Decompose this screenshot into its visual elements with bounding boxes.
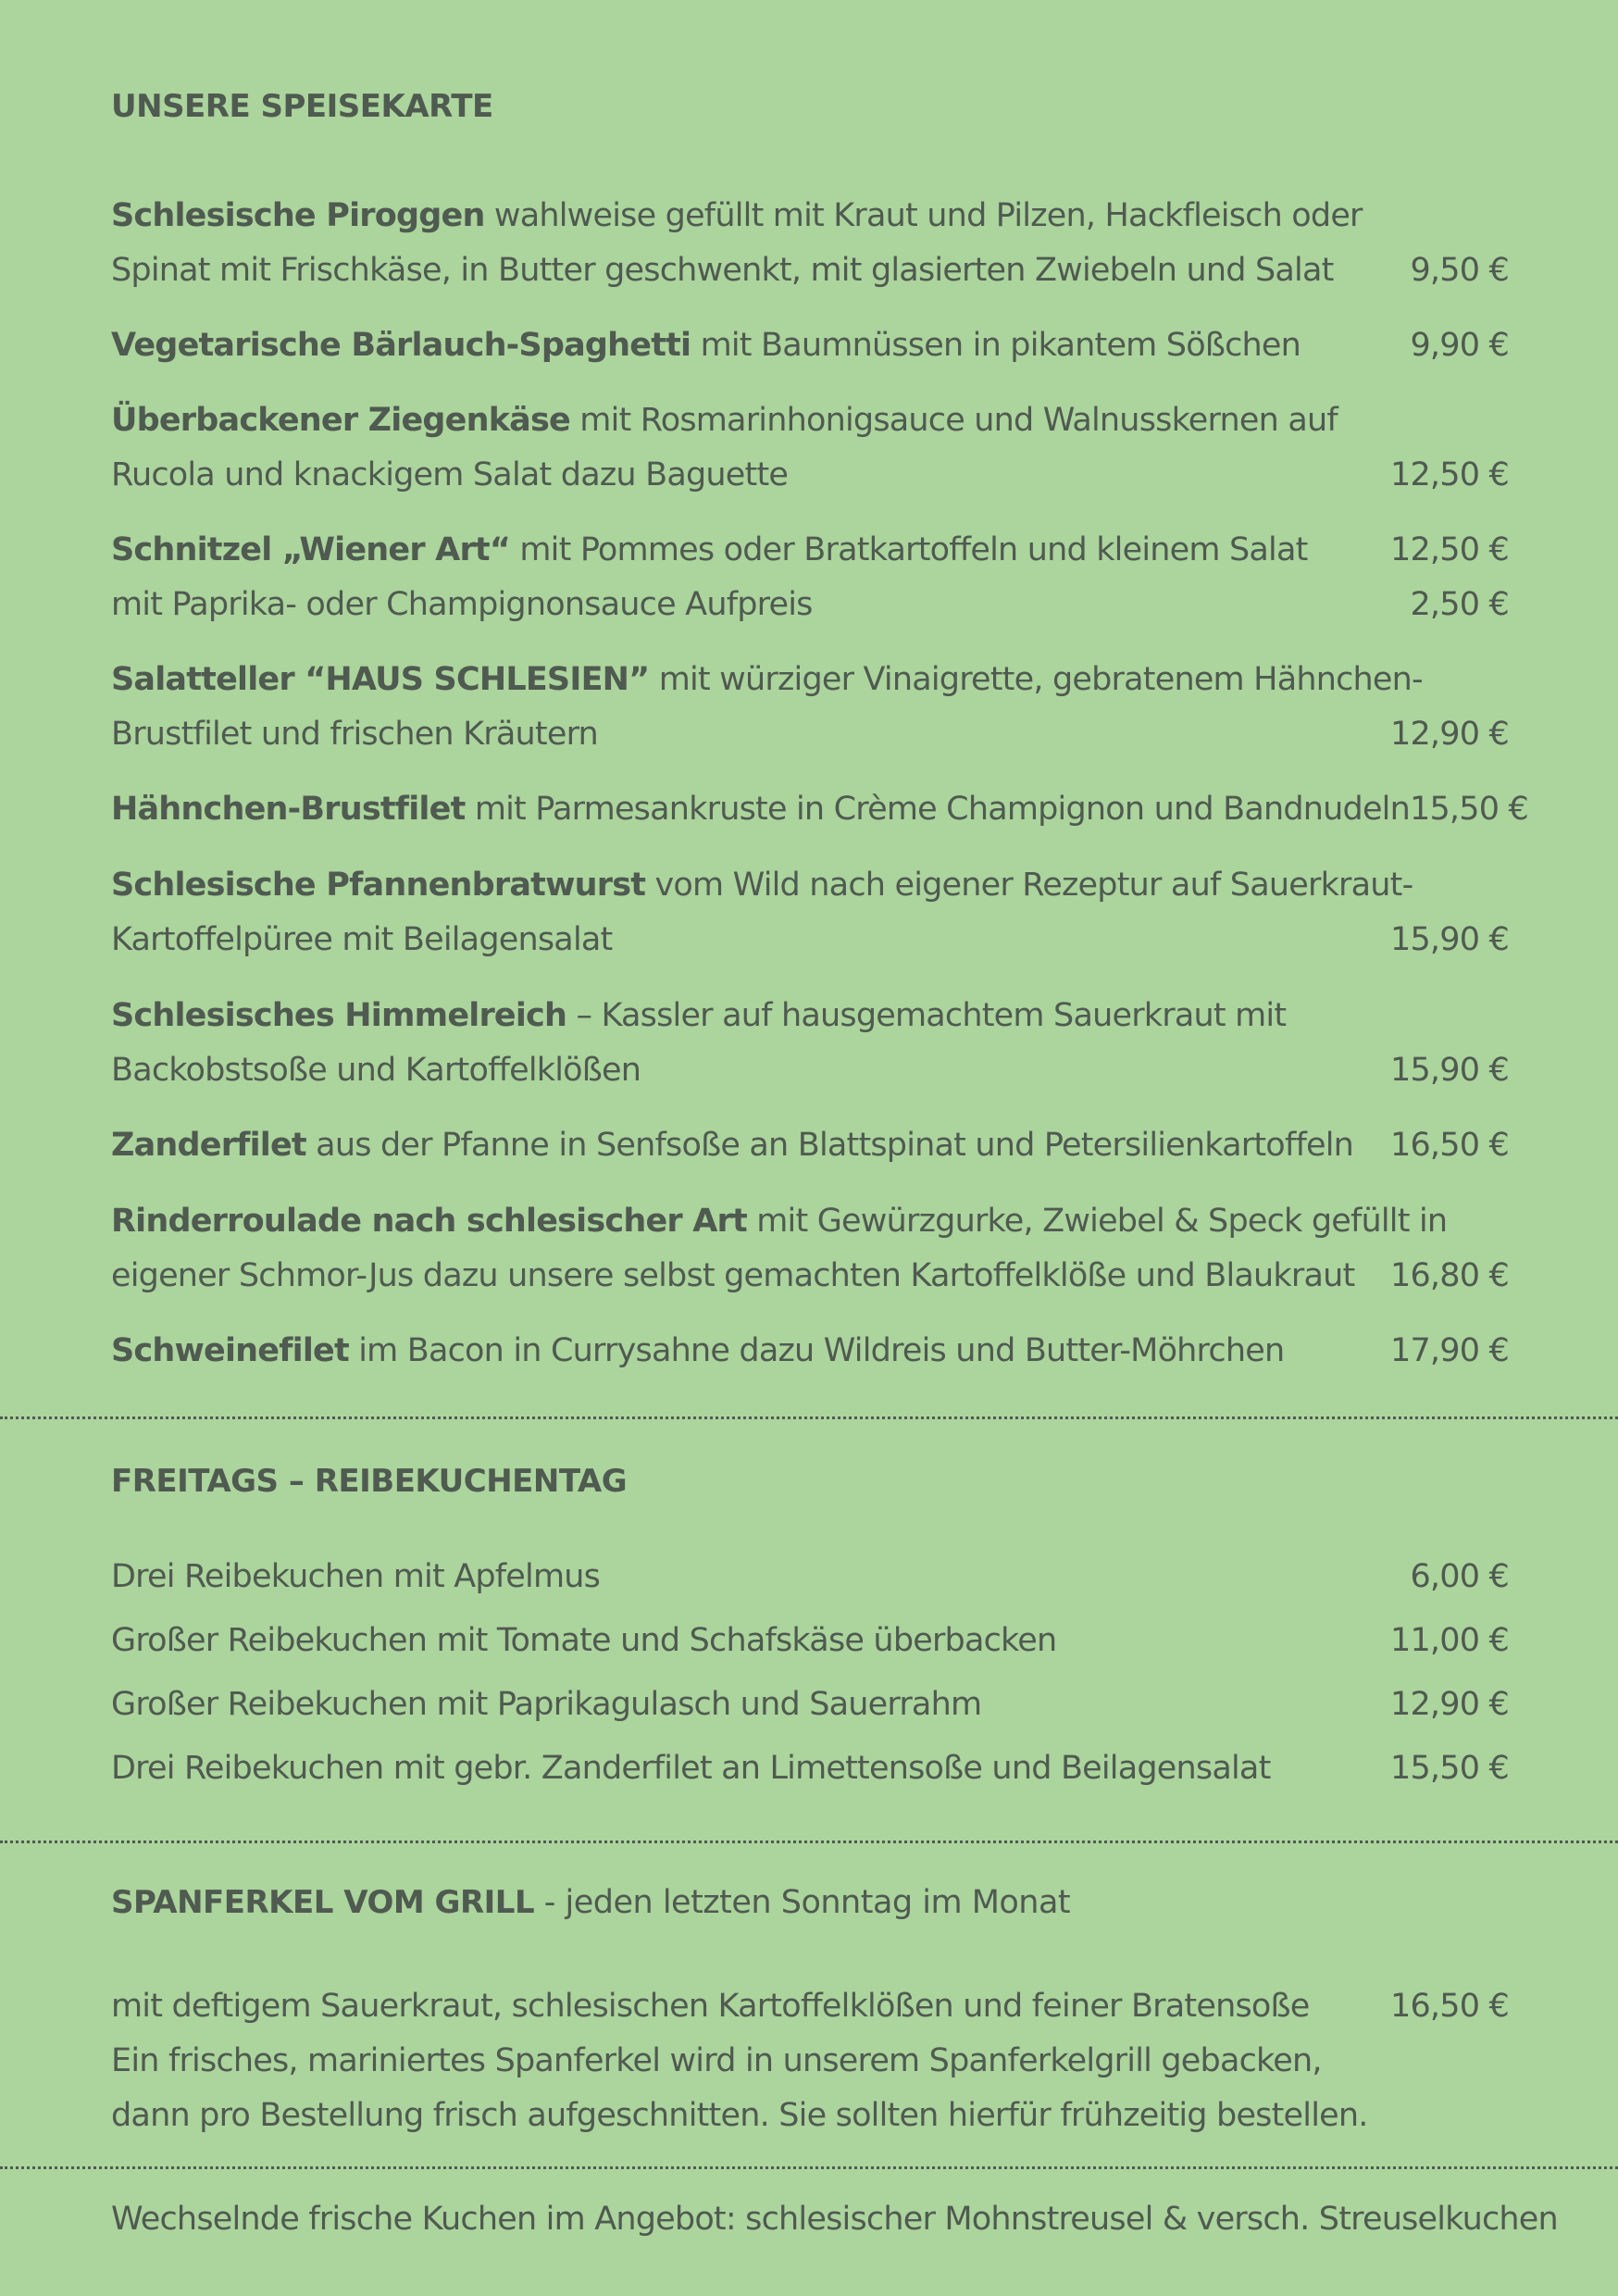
dish-name: Schlesische Piroggen — [111, 197, 485, 234]
dish-price: 9,50 € — [1410, 252, 1509, 289]
dish-name: Schnitzel „Wiener Art“ — [111, 531, 511, 568]
dish-desc: Backobstsoße und Kartoffelklößen — [111, 1052, 641, 1089]
dish-price: 15,50 € — [1410, 791, 1528, 828]
item-text: Großer Reibekuchen mit Paprikagulasch und Sauerrahm — [111, 1686, 982, 1723]
spanferkel-price: 16,50 € — [1390, 1988, 1509, 2025]
dish-price: 15,90 € — [1390, 921, 1509, 958]
list-item — [111, 1558, 1509, 1622]
dish-name: Schweinefilet — [111, 1332, 349, 1369]
dish-desc: Spinat mit Frischkäse, in Butter geschwenkt, mit glasierten Zwiebeln und Salat — [111, 252, 1334, 289]
dish-desc: Rucola und knackigem Salat dazu Baguette — [111, 456, 789, 493]
spanferkel-line: Ein frisches, mariniertes Spanferkel wird in unserem Spanferkelgrill gebacken, — [111, 2042, 1322, 2079]
friday-list — [111, 1558, 1509, 1814]
dish-name: Zanderfilet — [111, 1127, 306, 1164]
dish-surcharge: 2,50 € — [1410, 586, 1509, 623]
dish-desc: mit Baumnüssen in pikantem Sößchen — [691, 327, 1301, 364]
dish-price: 12,90 € — [1390, 716, 1509, 753]
dish-name: Überbackener Ziegenkäse — [111, 402, 570, 439]
dish-price: 12,50 € — [1390, 531, 1509, 568]
dish-desc: mit Parmesankruste in Crème Champignon und Bandnudeln — [465, 791, 1410, 828]
dish-desc: eigener Schmor-Jus dazu unsere selbst gemachten Kartoffelklöße und Blaukraut — [111, 1257, 1355, 1294]
dish-desc: Brustfilet und frischen Kräutern — [111, 716, 598, 753]
dish-desc: mit Paprika- oder Champignonsauce Aufpreis — [111, 586, 813, 623]
dotted-divider — [0, 1841, 1618, 1843]
dotted-divider — [0, 2166, 1618, 2169]
dish-price: 12,50 € — [1390, 456, 1509, 493]
dish-desc: mit würziger Vinaigrette, gebratenem Hähnchen- — [649, 661, 1423, 698]
dish-desc: mit Pommes oder Bratkartoffeln und kleinem Salat — [510, 531, 1308, 568]
dish-price: 9,90 € — [1410, 327, 1509, 364]
item-text: Drei Reibekuchen mit Apfelmus — [111, 1558, 601, 1595]
dish-desc: im Bacon in Currysahne dazu Wildreis und Butter-Möhrchen — [348, 1332, 1285, 1369]
dish-desc: – Kassler auf hausgemachtem Sauerkraut mit — [566, 997, 1287, 1034]
item-text: Drei Reibekuchen mit gebr. Zanderfilet an Limettensoße und Beilagensalat — [111, 1750, 1271, 1787]
friday-title: FREITAGS – REIBEKUCHENTAG — [111, 1463, 628, 1500]
menu-item — [111, 318, 1509, 373]
menu-item — [111, 523, 1509, 632]
dish-name: Salatteller “HAUS SCHLESIEN” — [111, 661, 650, 698]
spanferkel-title-bold: SPANFERKEL VOM GRILL — [111, 1884, 535, 1921]
dish-name: Hähnchen-Brustfilet — [111, 791, 466, 828]
menu-item — [111, 989, 1509, 1098]
menu-title: UNSERE SPEISEKARTE — [111, 88, 493, 125]
dish-desc: Kartoffelpüree mit Beilagensalat — [111, 921, 613, 958]
dish-desc: mit Gewürzgurke, Zwiebel & Speck gefüllt in — [746, 1203, 1448, 1240]
spanferkel-title — [111, 1884, 1070, 1921]
dish-name: Schlesisches Himmelreich — [111, 997, 567, 1034]
spanferkel-line: dann pro Bestellung frisch aufgeschnitten. Sie sollten hierfür frühzeitig bestellen. — [111, 2097, 1368, 2134]
item-price: 6,00 € — [1410, 1558, 1509, 1595]
spanferkel-line: mit deftigem Sauerkraut, schlesischen Kartoffelklößen und feiner Bratensoße — [111, 1988, 1310, 2025]
menu-item — [111, 858, 1509, 967]
dish-name: Vegetarische Bärlauch-Spaghetti — [111, 327, 691, 364]
dish-name: Rinderroulade nach schlesischer Art — [111, 1203, 747, 1240]
list-item — [111, 1622, 1509, 1686]
spanferkel-title-suffix: - jeden letzten Sonntag im Monat — [534, 1884, 1071, 1921]
menu-item — [111, 653, 1509, 762]
item-price: 11,00 € — [1390, 1622, 1509, 1659]
dotted-divider — [0, 1416, 1618, 1419]
item-price: 12,90 € — [1390, 1686, 1509, 1723]
dish-desc: wahlweise gefüllt mit Kraut und Pilzen, Hackfleisch oder — [484, 197, 1363, 234]
menu-item — [111, 782, 1528, 837]
list-item — [111, 1686, 1509, 1750]
menu-item — [111, 393, 1509, 503]
dish-price: 16,50 € — [1390, 1127, 1509, 1164]
list-item — [111, 1750, 1509, 1814]
item-price: 15,50 € — [1390, 1750, 1509, 1787]
item-text: Großer Reibekuchen mit Tomate und Schafskäse überbacken — [111, 1622, 1057, 1659]
dish-price: 16,80 € — [1390, 1257, 1509, 1294]
menu-item — [111, 189, 1509, 298]
menu-item — [111, 1324, 1509, 1379]
dish-desc: vom Wild nach eigener Rezeptur auf Sauerkraut- — [645, 867, 1413, 904]
spanferkel-details — [111, 1979, 1509, 2143]
footer-note: Wechselnde frische Kuchen im Angebot: schlesischer Mohnstreusel & versch. Streuselkuchen — [111, 2201, 1558, 2238]
dish-desc: mit Rosmarinhonigsauce und Walnusskernen auf — [569, 402, 1338, 439]
dish-name: Schlesische Pfannenbratwurst — [111, 867, 646, 904]
dish-desc: aus der Pfanne in Senfsoße an Blattspinat und Petersilienkartoffeln — [305, 1127, 1353, 1164]
dish-price: 15,90 € — [1390, 1052, 1509, 1089]
dish-price: 17,90 € — [1390, 1332, 1509, 1369]
menu-item — [111, 1118, 1509, 1173]
menu-item — [111, 1194, 1509, 1304]
